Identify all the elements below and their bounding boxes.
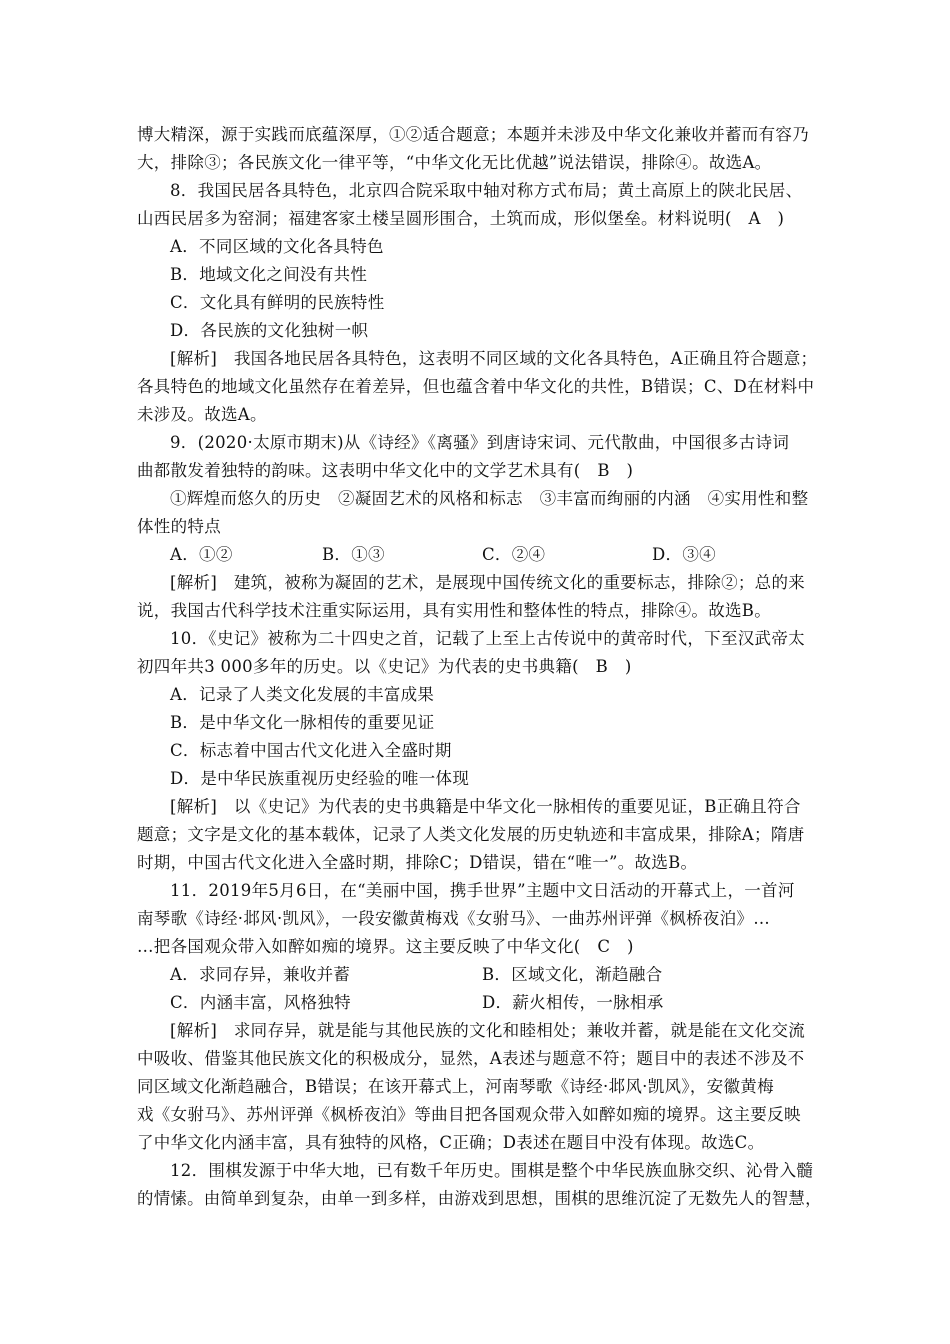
question-8-option-b: B．地域文化之间没有共性 xyxy=(170,265,368,284)
question-9-analysis: [解析] 建筑，被称为凝固的艺术，是展现中国传统文化的重要标志，排除②；总的来 xyxy=(170,573,806,592)
question-9-option-a: A．①② xyxy=(170,545,233,564)
question-8-analysis: [解析] 我国各地民居各具特色，这表明不同区域的文化各具特色，A正确且符合题意； xyxy=(170,349,818,368)
text-line: 博大精深，源于实践而底蕴深厚，①②适合题意；本题并未涉及中华文化兼收并蓄而有容乃 xyxy=(137,125,809,144)
question-10-option-c: C．标志着中国古代文化进入全盛时期 xyxy=(170,741,452,760)
text-line: 大，排除③；各民族文化一律平等，“中华文化无比优越”说法错误，排除④。故选A。 xyxy=(137,153,772,172)
question-11-option-a: A．求同存异，兼收并蓄 xyxy=(170,965,351,984)
question-11-stem: 南琴歌《诗经·邶风·凯风》，一段安徽黄梅戏《女驸马》、一曲苏州评弹《枫桥夜泊》… xyxy=(137,909,770,928)
question-11-analysis: 了中华文化内涵丰富，具有独特的风格，C正确；D表述在题目中没有体现。故选C。 xyxy=(137,1133,765,1152)
question-10-analysis: 时期，中国古代文化进入全盛时期，排除C；D错误，错在“唯一”。故选B。 xyxy=(137,853,698,872)
question-8-option-a: A．不同区域的文化各具特色 xyxy=(170,237,384,256)
question-11-option-b: B．区域文化，渐趋融合 xyxy=(482,965,663,984)
question-11-option-c: C．内涵丰富，风格独特 xyxy=(170,993,351,1012)
question-9-stem: 曲都散发着独特的韵味。这表明中华文化中的文学艺术具有( B ) xyxy=(137,461,634,480)
question-11-stem: …把各国观众带入如醉如痴的境界。这主要反映了中华文化( C ) xyxy=(137,937,634,956)
question-11-analysis: 中吸收、借鉴其他民族文化的积极成分，显然，A表述与题意不符；题目中的表述不涉及不 xyxy=(137,1049,805,1068)
question-11-option-d: D．薪火相传，一脉相承 xyxy=(482,993,664,1012)
question-12-stem: 的情愫。由简单到复杂，由单一到多样，由游戏到思想，围棋的思维沉淀了无数先人的智慧， xyxy=(137,1189,822,1208)
question-9-stem: 9．(2020·太原市期末)从《诗经》《离骚》到唐诗宋词、元代散曲，中国很多古诗词 xyxy=(170,433,790,452)
question-8-stem: 8．我国民居各具特色，北京四合院采取中轴对称方式布局；黄土高原上的陕北民居、 xyxy=(170,181,803,200)
question-8-stem: 山西民居多为窑洞；福建客家土楼呈圆形围合，土筑而成，形似堡垒。材料说明( A ) xyxy=(137,209,785,228)
question-8-analysis: 各具特色的地域文化虽然存在着差异，但也蕴含着中华文化的共性，B错误；C、D在材料中 xyxy=(137,377,815,396)
question-10-option-d: D．是中华民族重视历史经验的唯一体现 xyxy=(170,769,470,788)
question-11-analysis: 戏《女驸马》、苏州评弹《枫桥夜泊》等曲目把各国观众带入如醉如痴的境界。这主要反映 xyxy=(137,1105,801,1124)
question-9-option-b: B．①③ xyxy=(322,545,385,564)
question-8-option-d: D．各民族的文化独树一帜 xyxy=(170,321,369,340)
question-11-stem: 11．2019年5月6日，在“美丽中国，携手世界”主题中文日活动的开幕式上，一首河 xyxy=(170,881,795,900)
question-10-analysis: 题意；文字是文化的基本载体，记录了人类文化发展的历史轨迹和丰富成果，排除A；隋唐 xyxy=(137,825,805,844)
question-9-option-d: D．③④ xyxy=(652,545,716,564)
question-10-option-b: B．是中华文化一脉相传的重要见证 xyxy=(170,713,435,732)
question-10-option-a: A．记录了人类文化发展的丰富成果 xyxy=(170,685,435,704)
question-9-items: ①辉煌而悠久的历史 ②凝固艺术的风格和标志 ③丰富而绚丽的内涵 ④实用性和整 xyxy=(170,489,809,508)
question-9-items: 体性的特点 xyxy=(137,517,221,536)
question-11-analysis: [解析] 求同存异，就是能与其他民族的文化和睦相处；兼收并蓄，就是能在文化交流 xyxy=(170,1021,806,1040)
question-11-analysis: 同区域文化渐趋融合，B错误；在该开幕式上，河南琴歌《诗经·邶风·凯风》，安徽黄梅 xyxy=(137,1077,774,1096)
question-8-option-c: C．文化具有鲜明的民族特性 xyxy=(170,293,385,312)
question-10-stem: 初四年共3 000多年的历史。以《史记》为代表的史书典籍( B ) xyxy=(137,657,632,676)
question-10-analysis: [解析] 以《史记》为代表的史书典籍是中华文化一脉相传的重要见证，B正确且符合 xyxy=(170,797,801,816)
question-12-stem: 12．围棋发源于中华大地，已有数千年历史。围棋是整个中华民族血脉交织、沁骨入髓 xyxy=(170,1161,814,1180)
question-9-analysis: 说，我国古代科学技术注重实际运用，具有实用性和整体性的特点，排除④。故选B。 xyxy=(137,601,772,620)
question-10-stem: 10．《史记》被称为二十四史之首，记载了上至上古传说中的黄帝时代，下至汉武帝太 xyxy=(170,629,805,648)
question-8-analysis: 未涉及。故选A。 xyxy=(137,405,267,424)
question-9-option-c: C．②④ xyxy=(482,545,546,564)
